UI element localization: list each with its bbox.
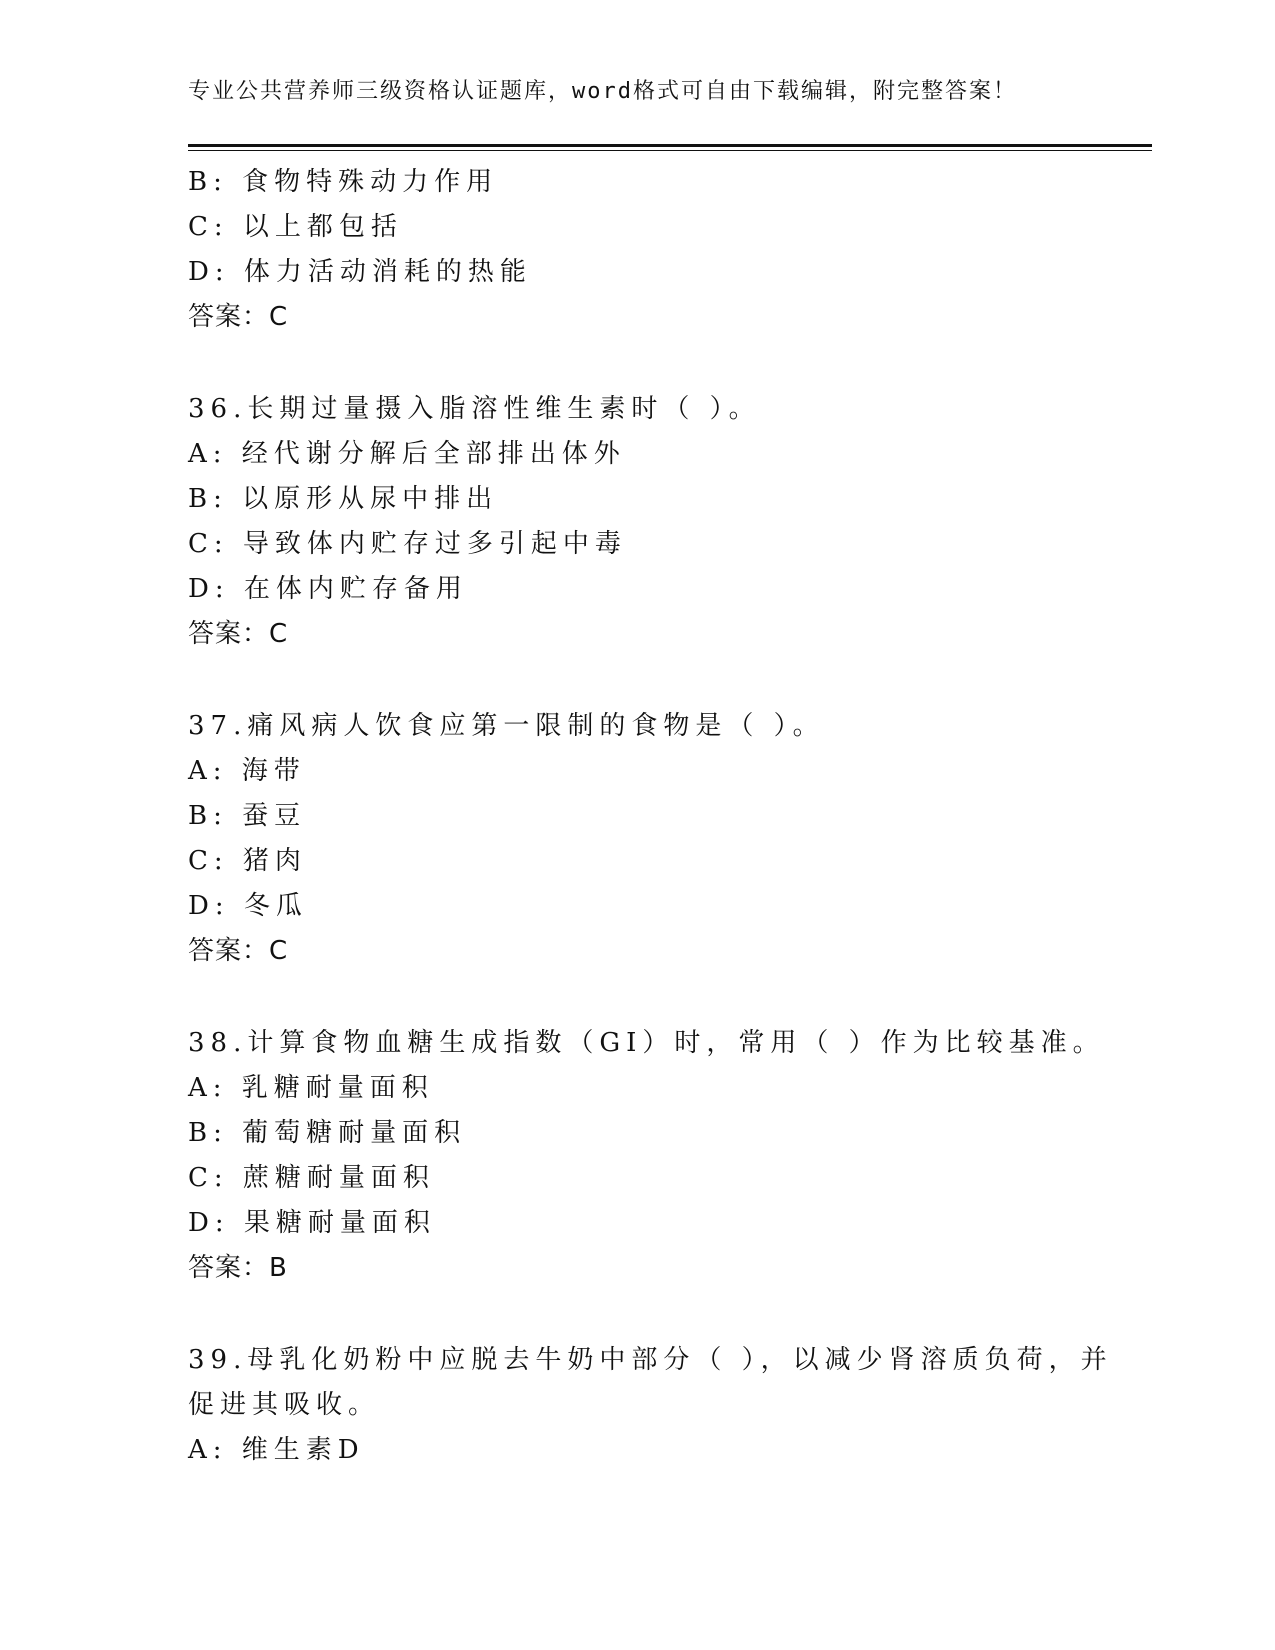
option-c: C: 以上都包括 [188, 212, 403, 242]
question-list [188, 160, 1113, 1473]
option-b: B: 以原形从尿中排出 [188, 484, 499, 514]
option-a: A: 经代谢分解后全部排出体外 [188, 439, 626, 469]
answer: 答案：C [188, 936, 289, 966]
question-stem: 38.计算食物血糖生成指数（GI）时，常用（ ）作为比较基准。 [188, 1028, 1105, 1058]
question-stem: 37.痛风病人饮食应第一限制的食物是（ ）。 [188, 711, 825, 741]
option-c: C: 导致体内贮存过多引起中毒 [188, 529, 627, 559]
question-stem: 36.长期过量摄入脂溶性维生素时（ ）。 [188, 394, 761, 424]
option-d: D: 果糖耐量面积 [188, 1208, 436, 1238]
answer: 答案：C [188, 619, 289, 649]
option-c: C: 蔗糖耐量面积 [188, 1163, 435, 1193]
option-d: D: 体力活动消耗的热能 [188, 257, 532, 287]
question-stem-line-1: 39.母乳化奶粉中应脱去牛奶中部分（ ），以减少肾溶质负荷，并 [188, 1345, 1113, 1375]
option-b: B: 食物特殊动力作用 [188, 167, 499, 197]
option-b: B: 葡萄糖耐量面积 [188, 1118, 467, 1148]
option-d: D: 冬瓜 [188, 891, 308, 921]
option-b: B: 蚕豆 [188, 801, 307, 831]
answer: 答案：C [188, 302, 289, 332]
header-rule-thick [188, 144, 1152, 147]
option-a: A: 乳糖耐量面积 [188, 1073, 434, 1103]
question-37 [188, 704, 1088, 974]
header-rule-thin [188, 150, 1152, 151]
option-a: A: 海带 [188, 756, 306, 786]
question-36 [188, 387, 1088, 657]
option-a: A: 维生素D [188, 1435, 365, 1465]
question-35-tail [188, 160, 1088, 340]
option-d: D: 在体内贮存备用 [188, 574, 468, 604]
question-39 [188, 1338, 1113, 1473]
answer: 答案：B [188, 1253, 288, 1283]
option-c: C: 猪肉 [188, 846, 307, 876]
page-header: 专业公共营养师三级资格认证题库，word格式可自由下载编辑，附完整答案！ [188, 79, 1017, 104]
question-38 [188, 1021, 1105, 1291]
question-stem-line-2: 促进其吸收。 [188, 1390, 381, 1420]
